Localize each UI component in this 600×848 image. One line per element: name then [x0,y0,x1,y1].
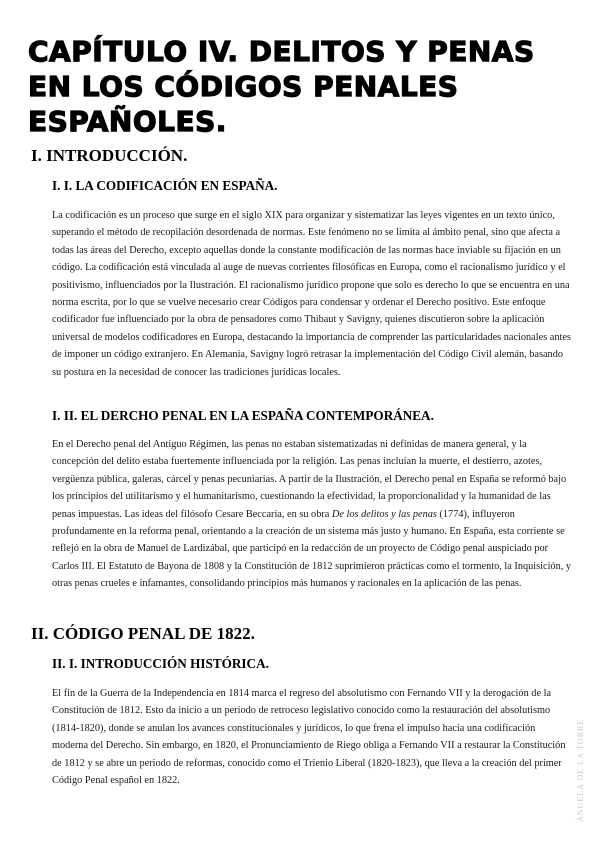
paragraph-codificacion: La codificación es un proceso que surge en el siglo XIX para organizar y sistematizar las leyes vigentes en un texto único, superando el método de recopilación desordenada de normas. Este fenómeno no se limita al ámbito penal, sino que afecta a todas las áreas del Derecho, excepto aquellas donde la constante modificación de las normas hace inviable su fijación en un código. La codificación está vinculada al auge de nuevas corrientes filosóficas en Europa, como el racionalismo jurídico y el positivismo, influenciados por la Ilustración. El racionalismo jurídico propone que solo es derecho lo que se encuentra en una norma escrita, por lo que se vuelve necesario crear Códigos para condensar y ordenar el Derecho positivo. Este enfoque codificador fue influenciado por la obra de pensadores como Thibaut y Savigny, quienes discutieron sobre la aplicación universal de modelos codificadores en Europa, destacando la importancia de comprender las particularidades nacionales antes de imponer un código extranjero. En Alemania, Savigny logró retrasar la implementación del Código Civil alemán, basando su postura en la necesidad de conocer las tradiciones jurídicas locales. [52,210,571,378]
paragraph-derecho-penal [52,436,572,593]
section-heading-introduccion: I. INTRODUCCIÓN. [31,146,188,165]
chapter-title: CAPÍTULO IV. DELITOS Y PENAS EN LOS CÓDIGOS PENALES ESPAÑOLES. [28,35,535,138]
section-heading-codigo-1822: II. CÓDIGO PENAL DE 1822. [31,624,255,643]
paragraph-derecho-penal-part1: En el Derecho penal del Antiguo Régimen, las penas no estaban sistematizadas ni definidas de manera general, y la concepción del delito estaba fuertemente influenciada por la religión. Las penas incluían la muerte, el destierro, azotes, vergüenza pública, galeras, cárcel y penas pecuniarias. A partir de la Ilustración, el Derecho penal en España se reformó bajo los principios del utilitarismo y el humanitarismo, cuestionando la efectividad, la proporcionalidad y la humanidad de las penas impuestas. Las ideas del filósofo Cesare Beccaria, en su obra [52,439,567,520]
book-title-italic: De los delitos y las penas [331,508,437,520]
paragraph-derecho-penal-part2: (1774), influyeron profundamente en la reforma penal, orientando a la creación de un sistema más justo y humano. En España, esta corriente se reflejó en la obra de Manuel de Lardizábal, que participó en la redacción de un proyecto de Código penal auspiciado por Carlos III. El Estatuto de Bayona de 1808 y la Constitución de 1812 suprimieron prácticas como el tormento, la Inquisición, y otras penas crueles e infamantes, consolidando principios más humanos y racionales en la aplicación de las penas. [52,508,572,590]
author-watermark: ÁNGELA DE LA TORRE [576,718,585,822]
subsection-heading-introduccion-historica: II. I. INTRODUCCIÓN HISTÓRICA. [52,656,269,671]
paragraph-introduccion-historica: El fin de la Guerra de la Independencia en 1814 marca el regreso del absolutismo con Fernando VII y la derogación de la Constitución de 1812. Esto da inicio a un período de retroceso legislativo conocido como la restauración del absolutismo (1814-1820), donde se anulan los avances constitucionales y jurídicos, lo que frena el impulso hacia una codificación moderna del Derecho. Sin embargo, en 1820, el Pronunciamiento de Riego obliga a Fernando VII a restaurar la Constitución de 1812 y se abre un periodo de reformas, conocido como el Trienio Liberal (1820-1823), que lleva a la creación del primer Código Penal español en 1822. [52,688,566,787]
subsection-heading-codificacion: I. I. LA CODIFICACIÓN EN ESPAÑA. [52,178,278,193]
subsection-heading-derecho-penal: I. II. EL DERCHO PENAL EN LA ESPAÑA CONTEMPORÁNEA. [52,408,434,423]
